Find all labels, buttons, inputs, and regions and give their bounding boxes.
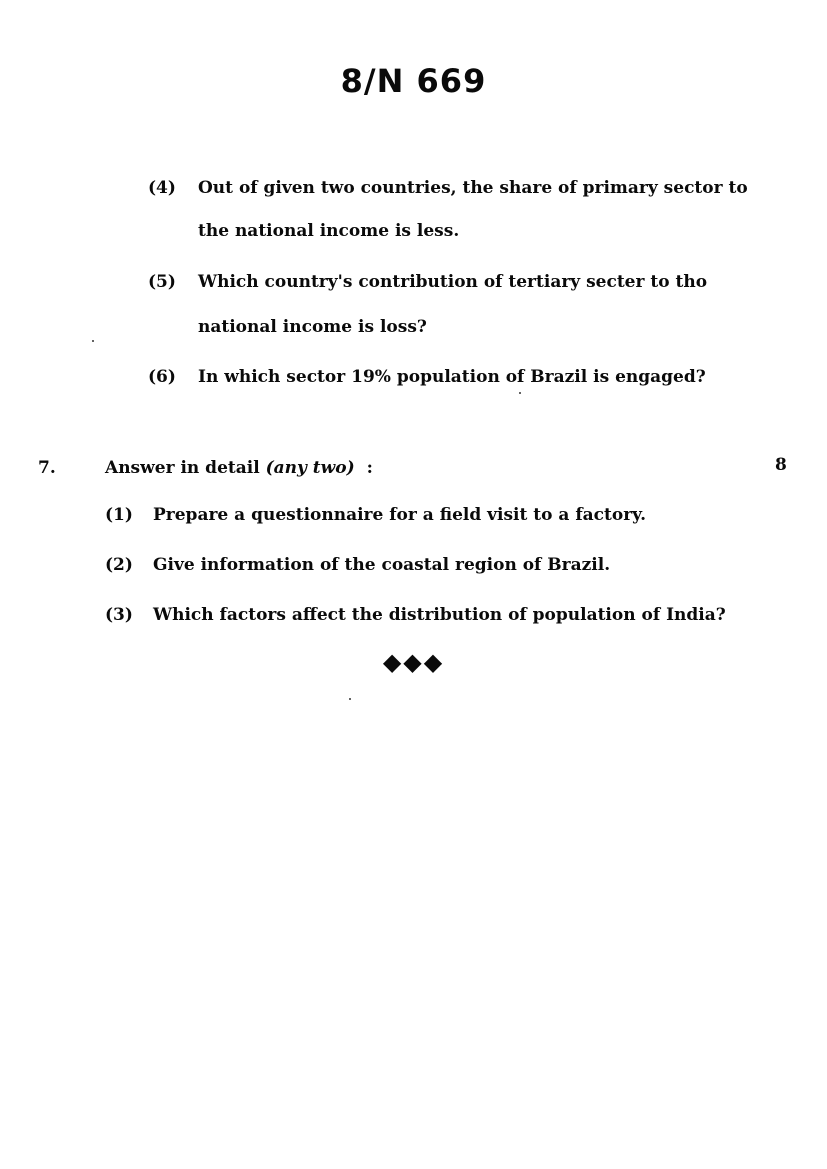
q7-item-1-text: Prepare a questionnaire for a field visit to a factory. <box>153 505 646 525</box>
item-5-line-2: national income is loss? <box>198 317 427 337</box>
item-6-number: (6) <box>148 367 176 387</box>
item-5-line-1: Which country's contribution of tertiary secter to tho <box>198 272 708 292</box>
question-7-colon: : <box>366 458 373 478</box>
item-5-number: (5) <box>148 272 176 292</box>
scan-speck <box>349 698 351 700</box>
paper-code: 8/N 669 <box>340 62 487 100</box>
q7-item-3-number: (3) <box>105 605 133 625</box>
item-6-line-1: In which sector 19% population of Brazil is engaged? <box>198 367 706 387</box>
end-of-paper-mark: ◆◆◆ <box>382 648 445 676</box>
question-7-prompt-text: Answer in detail <box>105 458 260 478</box>
q7-item-2-number: (2) <box>105 555 133 575</box>
item-4-number: (4) <box>148 178 176 198</box>
q7-item-1-number: (1) <box>105 505 133 525</box>
scan-speck <box>92 340 94 342</box>
q7-item-3-text: Which factors affect the distribution of population of India? <box>153 605 726 625</box>
scan-speck <box>519 392 521 394</box>
question-7-marks: 8 <box>775 455 787 475</box>
question-7-qualifier: (any two) <box>265 458 355 478</box>
item-4-line-1: Out of given two countries, the share of primary sector to <box>198 178 748 198</box>
question-7-number: 7. <box>38 458 56 478</box>
item-4-line-2: the national income is less. <box>198 221 460 241</box>
q7-item-2-text: Give information of the coastal region of Brazil. <box>153 555 611 575</box>
question-7-prompt <box>105 458 373 478</box>
